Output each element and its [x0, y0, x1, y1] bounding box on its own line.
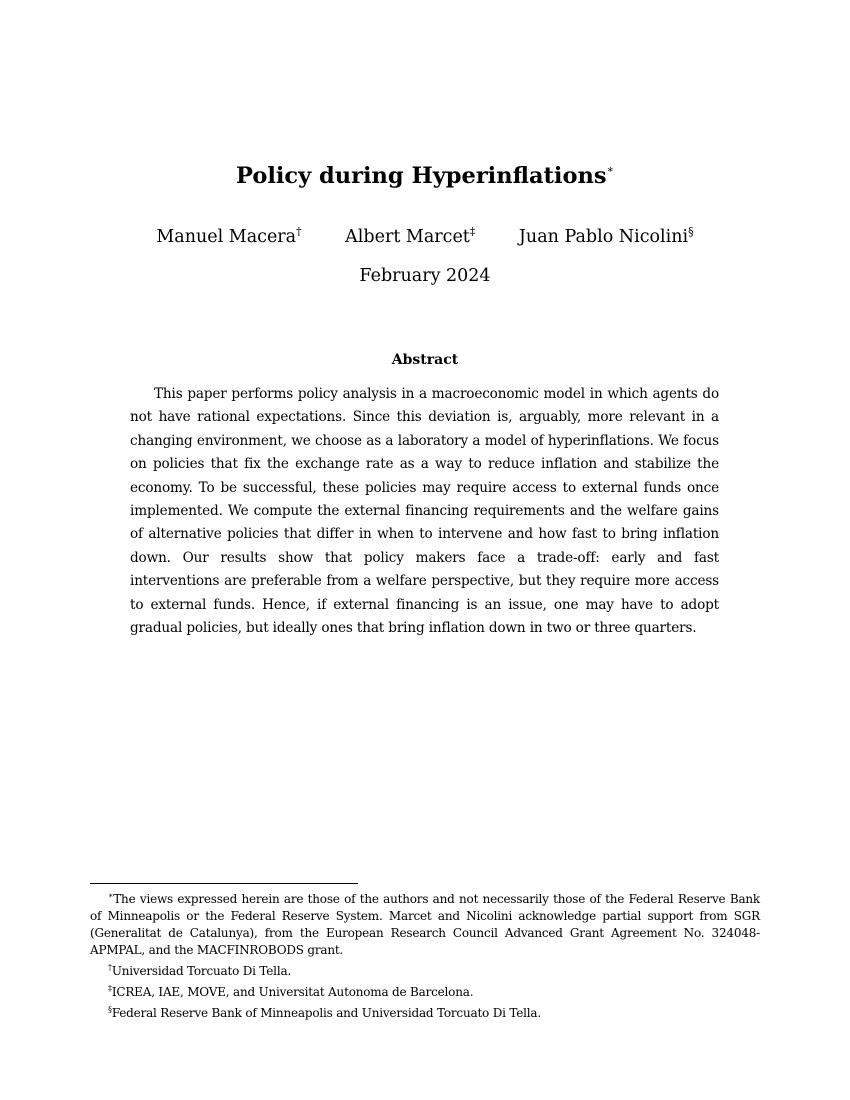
author-mark: ‡ — [469, 225, 476, 238]
abstract-heading: Abstract — [391, 352, 459, 368]
footnote-mark: † — [108, 963, 112, 972]
footnote-item — [90, 959, 760, 980]
author-mark: † — [296, 225, 302, 238]
author-macera — [156, 225, 301, 247]
footnote-item — [90, 1001, 760, 1022]
footnote-mark: ∗ — [108, 891, 114, 900]
paper-date: February 2024 — [359, 266, 491, 286]
footnote-item — [90, 980, 760, 1001]
footnotes — [90, 887, 760, 1022]
author-name: Manuel Macera — [156, 226, 297, 247]
footnote-mark: ‡ — [108, 984, 112, 993]
author-nicolini — [519, 225, 694, 247]
footnote-text: Universidad Torcuato Di Tella. — [111, 964, 292, 978]
footnote-text: Federal Reserve Bank of Minneapolis and Universidad Torcuato Di Tella. — [111, 1006, 541, 1020]
footnote-text: The views expressed herein are those of the authors and not necessarily those of the Federal Reserve Bank of Minneapolis or the Federal Reserve System. Marcet and Nicolini acknowledge partial support from SGR (Generalitat de Catalunya), from the European Research Council Advanced Grant Agreement No. 324048-APMPAL, and the MACFINROBODS grant. — [90, 892, 760, 957]
title-footnote-mark: ∗ — [606, 162, 614, 176]
author-mark: § — [688, 225, 694, 238]
footnote-mark: § — [108, 1005, 112, 1014]
title-text: Policy during Hyperinflations — [236, 163, 607, 189]
author-name: Juan Pablo Nicolini — [518, 226, 689, 247]
footnote-text: ICREA, IAE, MOVE, and Universitat Autonoma de Barcelona. — [111, 985, 474, 999]
author-marcet — [345, 225, 475, 247]
abstract-text: This paper performs policy analysis in a macroeconomic model in which agents do not have rational expectations. Since this deviation is, arguably, more relevant in a changing environment, we choose as a laboratory a model of hyperinflations. We focus on policies that fix the exchange rate as a way to reduce inflation and stabilize the economy. To be successful, these policies may require access to external funds once implemented. We compute the external financing requirements and the welfare gains of alternative policies that differ in when to intervene and how fast to bring inflation down. Our results show that policy makers face a trade-off: early and fast interventions are preferable from a welfare perspective, but they require more access to external funds. Hence, if external financing is an issue, one may have to adopt gradual policies, but ideally ones that bring inflation down in two or three quarters. — [130, 386, 719, 637]
paper-title — [0, 163, 850, 189]
author-list — [0, 225, 850, 247]
footnote-item — [90, 887, 760, 959]
author-name: Albert Marcet — [345, 226, 470, 247]
footnote-rule — [90, 883, 358, 884]
